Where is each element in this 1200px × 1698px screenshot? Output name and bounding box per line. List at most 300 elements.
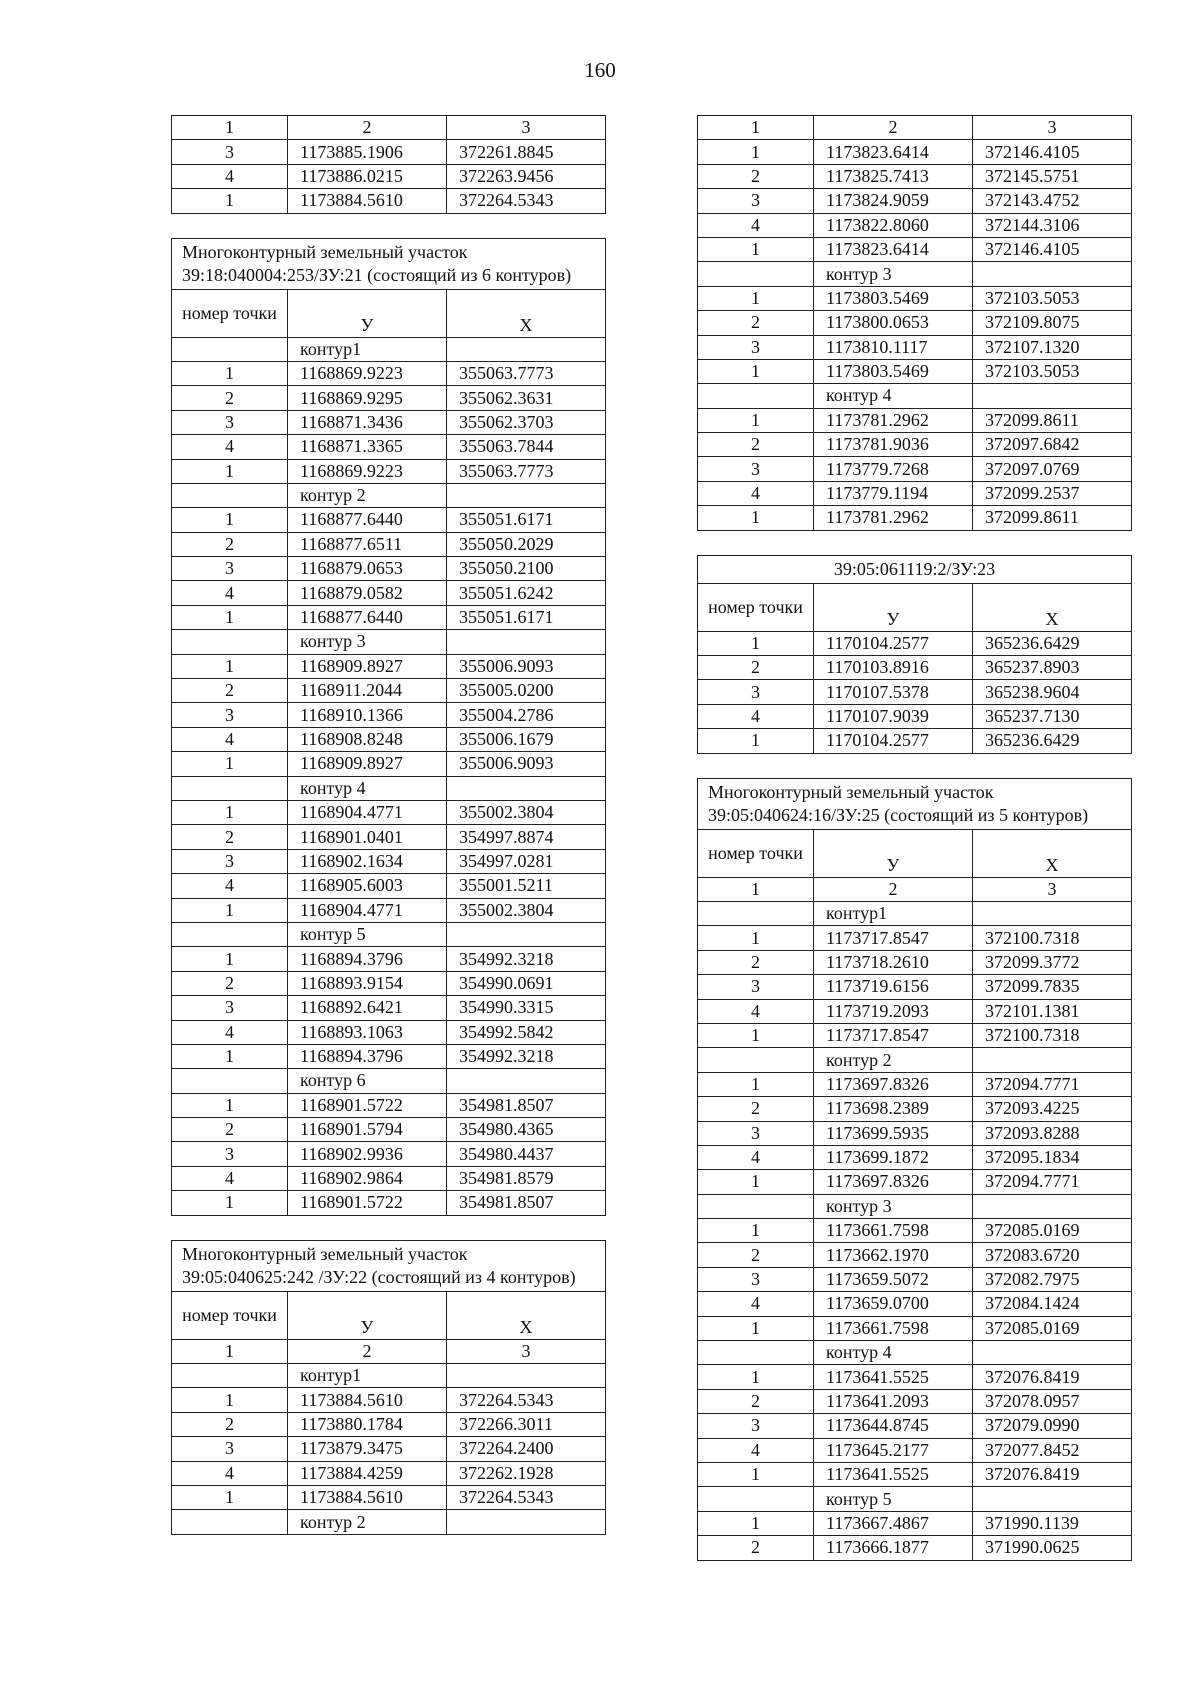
x-coordinate-cell bbox=[447, 483, 606, 507]
table-row bbox=[172, 898, 606, 922]
x-coordinate-cell: 372143.4752 bbox=[973, 189, 1132, 213]
x-coordinate-cell: 372264.5343 bbox=[447, 1388, 606, 1412]
point-number-cell: 3 bbox=[172, 1142, 288, 1166]
x-coordinate-cell: 372100.7318 bbox=[973, 1023, 1132, 1047]
header-x: Х bbox=[447, 289, 606, 337]
x-coordinate-cell: 372085.0169 bbox=[973, 1316, 1132, 1340]
point-number-cell: 1 bbox=[698, 286, 814, 310]
x-coordinate-cell: 355005.0200 bbox=[447, 679, 606, 703]
column-index-row bbox=[172, 116, 606, 140]
table-row bbox=[172, 800, 606, 824]
x-coordinate-cell bbox=[973, 1048, 1132, 1072]
y-coordinate-cell: 1168894.3796 bbox=[288, 947, 447, 971]
table-row bbox=[172, 1142, 606, 1166]
table-row bbox=[172, 1093, 606, 1117]
point-number-cell: 1 bbox=[698, 408, 814, 432]
y-coordinate-cell: 1173662.1970 bbox=[814, 1243, 973, 1267]
x-coordinate-cell: 355062.3703 bbox=[447, 410, 606, 434]
contour-label: контур1 bbox=[814, 901, 973, 925]
y-coordinate-cell: 1168893.1063 bbox=[288, 1020, 447, 1044]
table-row bbox=[698, 140, 1132, 164]
table-row bbox=[698, 164, 1132, 188]
column-index-row bbox=[698, 116, 1132, 140]
point-number-cell: 4 bbox=[172, 435, 288, 459]
y-coordinate-cell: 1173884.5610 bbox=[288, 1388, 447, 1412]
point-number-cell: 1 bbox=[698, 1462, 814, 1486]
column-header-row bbox=[172, 1291, 606, 1339]
contour-label: контур 3 bbox=[814, 262, 973, 286]
y-coordinate-cell: 1173781.9036 bbox=[814, 433, 973, 457]
table-spacer bbox=[697, 531, 1131, 555]
y-coordinate-cell: 1173779.7268 bbox=[814, 457, 973, 481]
x-coordinate-cell: 355002.3804 bbox=[447, 898, 606, 922]
point-number-cell: 3 bbox=[698, 680, 814, 704]
table-row bbox=[698, 1170, 1132, 1194]
table-row bbox=[172, 849, 606, 873]
table-spacer bbox=[171, 214, 605, 238]
point-number-cell: 2 bbox=[698, 1536, 814, 1560]
y-coordinate-cell: 1173800.0653 bbox=[814, 311, 973, 335]
y-coordinate-cell: 1168877.6511 bbox=[288, 532, 447, 556]
contour-label: контур 5 bbox=[814, 1487, 973, 1511]
table-row bbox=[172, 703, 606, 727]
column-index-row bbox=[698, 877, 1132, 901]
point-number-cell: 2 bbox=[698, 1389, 814, 1413]
y-coordinate-cell: 1173879.3475 bbox=[288, 1437, 447, 1461]
contour-label: контур 2 bbox=[288, 1510, 447, 1534]
x-coordinate-cell bbox=[447, 1069, 606, 1093]
column-header-row bbox=[172, 289, 606, 337]
point-number-cell: 2 bbox=[172, 971, 288, 995]
x-coordinate-cell: 355051.6171 bbox=[447, 508, 606, 532]
x-coordinate-cell: 355002.3804 bbox=[447, 800, 606, 824]
y-coordinate-cell: 1173661.7598 bbox=[814, 1316, 973, 1340]
x-coordinate-cell: 354990.3315 bbox=[447, 996, 606, 1020]
point-number-cell: 3 bbox=[698, 1267, 814, 1291]
table-row bbox=[698, 433, 1132, 457]
contour-row bbox=[172, 1364, 606, 1388]
point-number-cell: 4 bbox=[172, 1461, 288, 1485]
x-coordinate-cell: 354992.3218 bbox=[447, 1044, 606, 1068]
parcel-title: Многоконтурный земельный участок 39:05:040624:16/ЗУ:25 (состоящий из 5 контуров) bbox=[698, 778, 1132, 829]
table-row bbox=[698, 506, 1132, 530]
x-coordinate-cell: 372099.3772 bbox=[973, 950, 1132, 974]
x-coordinate-cell: 372097.0769 bbox=[973, 457, 1132, 481]
y-coordinate-cell: 1173884.5610 bbox=[288, 1485, 447, 1509]
x-coordinate-cell: 354992.5842 bbox=[447, 1020, 606, 1044]
table-row bbox=[698, 729, 1132, 753]
y-coordinate-cell: 1168902.9864 bbox=[288, 1166, 447, 1190]
table-row bbox=[172, 605, 606, 629]
y-coordinate-cell: 1173718.2610 bbox=[814, 950, 973, 974]
point-number-cell: 1 bbox=[172, 189, 288, 213]
point-number-cell bbox=[698, 1048, 814, 1072]
point-number-cell: 3 bbox=[698, 457, 814, 481]
point-number-cell: 2 bbox=[698, 950, 814, 974]
table-row bbox=[698, 1414, 1132, 1438]
table-row bbox=[172, 971, 606, 995]
point-number-cell: 3 bbox=[172, 410, 288, 434]
y-coordinate-cell: 1168909.8927 bbox=[288, 752, 447, 776]
x-coordinate-cell: 354981.8507 bbox=[447, 1093, 606, 1117]
point-number-cell: 1 bbox=[698, 1316, 814, 1340]
x-coordinate-cell: 372146.4105 bbox=[973, 237, 1132, 261]
coordinates-table bbox=[171, 115, 606, 214]
point-number-cell bbox=[698, 1341, 814, 1365]
column-index: 3 bbox=[447, 116, 606, 140]
table-row bbox=[698, 457, 1132, 481]
point-number-cell: 1 bbox=[172, 605, 288, 629]
table-row bbox=[172, 825, 606, 849]
x-coordinate-cell: 354981.8579 bbox=[447, 1166, 606, 1190]
point-number-cell bbox=[698, 262, 814, 286]
x-coordinate-cell: 372264.2400 bbox=[447, 1437, 606, 1461]
point-number-cell: 1 bbox=[698, 1072, 814, 1096]
x-coordinate-cell: 372077.8452 bbox=[973, 1438, 1132, 1462]
point-number-cell bbox=[172, 1364, 288, 1388]
point-number-cell bbox=[172, 1069, 288, 1093]
x-coordinate-cell: 354981.8507 bbox=[447, 1191, 606, 1215]
table-row bbox=[172, 1485, 606, 1509]
x-coordinate-cell: 372083.6720 bbox=[973, 1243, 1132, 1267]
table-row bbox=[698, 408, 1132, 432]
point-number-cell: 4 bbox=[172, 1020, 288, 1044]
contour-label: контур 4 bbox=[814, 384, 973, 408]
parcel-title: Многоконтурный земельный участок 39:18:040004:253/ЗУ:21 (состоящий из 6 контуров) bbox=[172, 238, 606, 289]
x-coordinate-cell: 372101.1381 bbox=[973, 999, 1132, 1023]
table-row bbox=[698, 286, 1132, 310]
point-number-cell: 4 bbox=[698, 704, 814, 728]
y-coordinate-cell: 1168869.9223 bbox=[288, 361, 447, 385]
x-coordinate-cell: 372082.7975 bbox=[973, 1267, 1132, 1291]
x-coordinate-cell: 372266.3011 bbox=[447, 1412, 606, 1436]
x-coordinate-cell: 372107.1320 bbox=[973, 335, 1132, 359]
y-coordinate-cell: 1173823.6414 bbox=[814, 140, 973, 164]
x-coordinate-cell: 372093.4225 bbox=[973, 1097, 1132, 1121]
x-coordinate-cell: 355050.2029 bbox=[447, 532, 606, 556]
x-coordinate-cell bbox=[447, 1364, 606, 1388]
table-row bbox=[172, 874, 606, 898]
x-coordinate-cell: 372079.0990 bbox=[973, 1414, 1132, 1438]
y-coordinate-cell: 1173886.0215 bbox=[288, 164, 447, 188]
x-coordinate-cell: 365236.6429 bbox=[973, 631, 1132, 655]
point-number-cell bbox=[698, 384, 814, 408]
x-coordinate-cell: 372099.8611 bbox=[973, 408, 1132, 432]
point-number-cell bbox=[698, 1194, 814, 1218]
table-row bbox=[698, 311, 1132, 335]
x-coordinate-cell bbox=[973, 1194, 1132, 1218]
table-row bbox=[172, 1166, 606, 1190]
point-number-cell bbox=[172, 1510, 288, 1534]
table-row bbox=[698, 335, 1132, 359]
x-coordinate-cell: 355050.2100 bbox=[447, 557, 606, 581]
point-number-cell: 2 bbox=[698, 433, 814, 457]
contour-row bbox=[698, 1194, 1132, 1218]
x-coordinate-cell: 354990.0691 bbox=[447, 971, 606, 995]
table-row bbox=[172, 1412, 606, 1436]
point-number-cell: 1 bbox=[172, 508, 288, 532]
table-row bbox=[172, 508, 606, 532]
x-coordinate-cell: 355001.5211 bbox=[447, 874, 606, 898]
table-row bbox=[172, 140, 606, 164]
y-coordinate-cell: 1168901.0401 bbox=[288, 825, 447, 849]
y-coordinate-cell: 1168893.9154 bbox=[288, 971, 447, 995]
x-coordinate-cell: 365236.6429 bbox=[973, 729, 1132, 753]
parcel-title: 39:05:061119:2/ЗУ:23 bbox=[698, 555, 1132, 583]
y-coordinate-cell: 1173803.5469 bbox=[814, 286, 973, 310]
contour-label: контур 2 bbox=[814, 1048, 973, 1072]
table-row bbox=[172, 679, 606, 703]
point-number-cell: 1 bbox=[172, 361, 288, 385]
point-number-cell: 3 bbox=[172, 996, 288, 1020]
point-number-cell: 2 bbox=[172, 386, 288, 410]
y-coordinate-cell: 1173699.5935 bbox=[814, 1121, 973, 1145]
x-coordinate-cell bbox=[973, 262, 1132, 286]
y-coordinate-cell: 1173823.6414 bbox=[814, 237, 973, 261]
point-number-cell: 1 bbox=[698, 926, 814, 950]
table-row bbox=[172, 1020, 606, 1044]
contour-label: контур1 bbox=[288, 337, 447, 361]
point-number-cell: 2 bbox=[698, 1097, 814, 1121]
x-coordinate-cell bbox=[447, 776, 606, 800]
x-coordinate-cell: 372262.1928 bbox=[447, 1461, 606, 1485]
point-number-cell: 1 bbox=[698, 140, 814, 164]
y-coordinate-cell: 1168869.9295 bbox=[288, 386, 447, 410]
y-coordinate-cell: 1173667.4867 bbox=[814, 1511, 973, 1535]
point-number-cell: 4 bbox=[698, 213, 814, 237]
y-coordinate-cell: 1173781.2962 bbox=[814, 408, 973, 432]
y-coordinate-cell: 1173661.7598 bbox=[814, 1219, 973, 1243]
x-coordinate-cell: 372078.0957 bbox=[973, 1389, 1132, 1413]
y-coordinate-cell: 1168904.4771 bbox=[288, 800, 447, 824]
table-row bbox=[172, 164, 606, 188]
y-coordinate-cell: 1173698.2389 bbox=[814, 1097, 973, 1121]
x-coordinate-cell: 372099.2537 bbox=[973, 481, 1132, 505]
table-row bbox=[698, 189, 1132, 213]
y-coordinate-cell: 1173699.1872 bbox=[814, 1145, 973, 1169]
point-number-cell: 3 bbox=[698, 975, 814, 999]
point-number-cell: 3 bbox=[172, 703, 288, 727]
contour-label: контур 2 bbox=[288, 483, 447, 507]
point-number-cell: 1 bbox=[172, 1191, 288, 1215]
point-number-cell: 1 bbox=[698, 1219, 814, 1243]
contour-row bbox=[698, 1048, 1132, 1072]
table-row bbox=[172, 386, 606, 410]
table-row bbox=[698, 1121, 1132, 1145]
y-coordinate-cell: 1168901.5722 bbox=[288, 1093, 447, 1117]
table-spacer bbox=[697, 754, 1131, 778]
point-number-cell: 2 bbox=[698, 656, 814, 680]
y-coordinate-cell: 1168901.5794 bbox=[288, 1118, 447, 1142]
y-coordinate-cell: 1173717.8547 bbox=[814, 926, 973, 950]
point-number-cell: 2 bbox=[172, 1118, 288, 1142]
column-header-row bbox=[698, 829, 1132, 877]
point-number-cell: 1 bbox=[172, 898, 288, 922]
x-coordinate-cell: 354992.3218 bbox=[447, 947, 606, 971]
x-coordinate-cell bbox=[973, 901, 1132, 925]
header-y: У bbox=[288, 1291, 447, 1339]
contour-row bbox=[172, 776, 606, 800]
contour-row bbox=[172, 922, 606, 946]
table-row bbox=[698, 704, 1132, 728]
table-row bbox=[698, 213, 1132, 237]
y-coordinate-cell: 1173884.5610 bbox=[288, 189, 447, 213]
coordinates-table bbox=[171, 1240, 606, 1535]
coordinates-table bbox=[697, 555, 1132, 754]
x-coordinate-cell: 372103.5053 bbox=[973, 359, 1132, 383]
table-row bbox=[172, 361, 606, 385]
x-coordinate-cell: 355006.1679 bbox=[447, 727, 606, 751]
point-number-cell bbox=[172, 776, 288, 800]
point-number-cell: 1 bbox=[698, 1511, 814, 1535]
column-index: 3 bbox=[973, 116, 1132, 140]
point-number-cell: 1 bbox=[698, 1365, 814, 1389]
table-row bbox=[698, 1219, 1132, 1243]
table-row bbox=[698, 1023, 1132, 1047]
table-row bbox=[172, 532, 606, 556]
x-coordinate-cell: 372144.3106 bbox=[973, 213, 1132, 237]
point-number-cell: 2 bbox=[698, 311, 814, 335]
contour-row bbox=[172, 483, 606, 507]
x-coordinate-cell: 372085.0169 bbox=[973, 1219, 1132, 1243]
table-row bbox=[172, 1191, 606, 1215]
table-title-row bbox=[698, 778, 1132, 829]
table-row bbox=[698, 1438, 1132, 1462]
y-coordinate-cell: 1168869.9223 bbox=[288, 459, 447, 483]
y-coordinate-cell: 1173880.1784 bbox=[288, 1412, 447, 1436]
contour-row bbox=[698, 262, 1132, 286]
table-row bbox=[698, 680, 1132, 704]
contour-label: контур 3 bbox=[288, 630, 447, 654]
table-row bbox=[172, 654, 606, 678]
y-coordinate-cell: 1168879.0653 bbox=[288, 557, 447, 581]
y-coordinate-cell: 1173885.1906 bbox=[288, 140, 447, 164]
contour-row bbox=[698, 1487, 1132, 1511]
point-number-cell: 1 bbox=[698, 729, 814, 753]
x-coordinate-cell: 372261.8845 bbox=[447, 140, 606, 164]
y-coordinate-cell: 1173781.2962 bbox=[814, 506, 973, 530]
table-row bbox=[172, 1118, 606, 1142]
table-row bbox=[172, 189, 606, 213]
table-row bbox=[172, 557, 606, 581]
x-coordinate-cell: 355063.7773 bbox=[447, 459, 606, 483]
y-coordinate-cell: 1168892.6421 bbox=[288, 996, 447, 1020]
contour-row bbox=[172, 1510, 606, 1534]
coordinates-table bbox=[697, 778, 1132, 1561]
point-number-cell: 4 bbox=[172, 874, 288, 898]
contour-row bbox=[698, 384, 1132, 408]
x-coordinate-cell: 354980.4365 bbox=[447, 1118, 606, 1142]
header-x: Х bbox=[973, 583, 1132, 631]
y-coordinate-cell: 1168904.4771 bbox=[288, 898, 447, 922]
column-index-row bbox=[172, 1339, 606, 1363]
x-coordinate-cell: 372103.5053 bbox=[973, 286, 1132, 310]
point-number-cell: 3 bbox=[698, 335, 814, 359]
point-number-cell: 1 bbox=[698, 237, 814, 261]
x-coordinate-cell: 355051.6171 bbox=[447, 605, 606, 629]
point-number-cell: 1 bbox=[172, 800, 288, 824]
contour-row bbox=[172, 337, 606, 361]
table-row bbox=[698, 481, 1132, 505]
point-number-cell: 4 bbox=[172, 1166, 288, 1190]
x-coordinate-cell bbox=[973, 384, 1132, 408]
y-coordinate-cell: 1173697.8326 bbox=[814, 1170, 973, 1194]
point-number-cell bbox=[698, 901, 814, 925]
header-y: У bbox=[814, 829, 973, 877]
point-number-cell: 4 bbox=[698, 1438, 814, 1462]
table-row bbox=[698, 950, 1132, 974]
column-index: 1 bbox=[698, 116, 814, 140]
point-number-cell: 4 bbox=[172, 727, 288, 751]
contour-label: контур 3 bbox=[814, 1194, 973, 1218]
y-coordinate-cell: 1168879.0582 bbox=[288, 581, 447, 605]
x-coordinate-cell: 372264.5343 bbox=[447, 1485, 606, 1509]
header-point-number: номер точки bbox=[698, 583, 814, 631]
point-number-cell: 1 bbox=[172, 947, 288, 971]
x-coordinate-cell bbox=[447, 1510, 606, 1534]
point-number-cell bbox=[172, 922, 288, 946]
column-index: 2 bbox=[814, 116, 973, 140]
y-coordinate-cell: 1170107.5378 bbox=[814, 680, 973, 704]
point-number-cell: 2 bbox=[698, 1243, 814, 1267]
left-column bbox=[171, 115, 605, 1535]
x-coordinate-cell: 354980.4437 bbox=[447, 1142, 606, 1166]
column-index: 1 bbox=[698, 877, 814, 901]
contour-label: контур 4 bbox=[288, 776, 447, 800]
y-coordinate-cell: 1168871.3436 bbox=[288, 410, 447, 434]
y-coordinate-cell: 1173825.7413 bbox=[814, 164, 973, 188]
contour-row bbox=[698, 901, 1132, 925]
table-row bbox=[172, 459, 606, 483]
contour-row bbox=[172, 1069, 606, 1093]
table-row bbox=[172, 581, 606, 605]
header-x: Х bbox=[973, 829, 1132, 877]
point-number-cell: 4 bbox=[698, 481, 814, 505]
y-coordinate-cell: 1173884.4259 bbox=[288, 1461, 447, 1485]
header-point-number: номер точки bbox=[698, 829, 814, 877]
point-number-cell: 1 bbox=[698, 506, 814, 530]
y-coordinate-cell: 1173717.8547 bbox=[814, 1023, 973, 1047]
table-row bbox=[172, 1044, 606, 1068]
y-coordinate-cell: 1173803.5469 bbox=[814, 359, 973, 383]
table-row bbox=[698, 1243, 1132, 1267]
point-number-cell: 3 bbox=[698, 1414, 814, 1438]
contour-row bbox=[172, 630, 606, 654]
x-coordinate-cell: 372076.8419 bbox=[973, 1365, 1132, 1389]
y-coordinate-cell: 1173645.2177 bbox=[814, 1438, 973, 1462]
table-row bbox=[172, 410, 606, 434]
table-row bbox=[698, 1365, 1132, 1389]
y-coordinate-cell: 1173641.5525 bbox=[814, 1365, 973, 1389]
parcel-title: Многоконтурный земельный участок 39:05:040625:242 /ЗУ:22 (состоящий из 4 контуров) bbox=[172, 1240, 606, 1291]
y-coordinate-cell: 1168905.6003 bbox=[288, 874, 447, 898]
header-y: У bbox=[288, 289, 447, 337]
y-coordinate-cell: 1168902.1634 bbox=[288, 849, 447, 873]
x-coordinate-cell: 371990.1139 bbox=[973, 1511, 1132, 1535]
point-number-cell bbox=[698, 1487, 814, 1511]
y-coordinate-cell: 1170104.2577 bbox=[814, 729, 973, 753]
point-number-cell bbox=[172, 337, 288, 361]
column-index: 1 bbox=[172, 1339, 288, 1363]
y-coordinate-cell: 1173666.1877 bbox=[814, 1536, 973, 1560]
table-row bbox=[172, 996, 606, 1020]
point-number-cell: 2 bbox=[172, 1412, 288, 1436]
y-coordinate-cell: 1173719.2093 bbox=[814, 999, 973, 1023]
x-coordinate-cell: 355051.6242 bbox=[447, 581, 606, 605]
x-coordinate-cell: 372145.5751 bbox=[973, 164, 1132, 188]
x-coordinate-cell: 372093.8288 bbox=[973, 1121, 1132, 1145]
table-row bbox=[698, 1072, 1132, 1096]
